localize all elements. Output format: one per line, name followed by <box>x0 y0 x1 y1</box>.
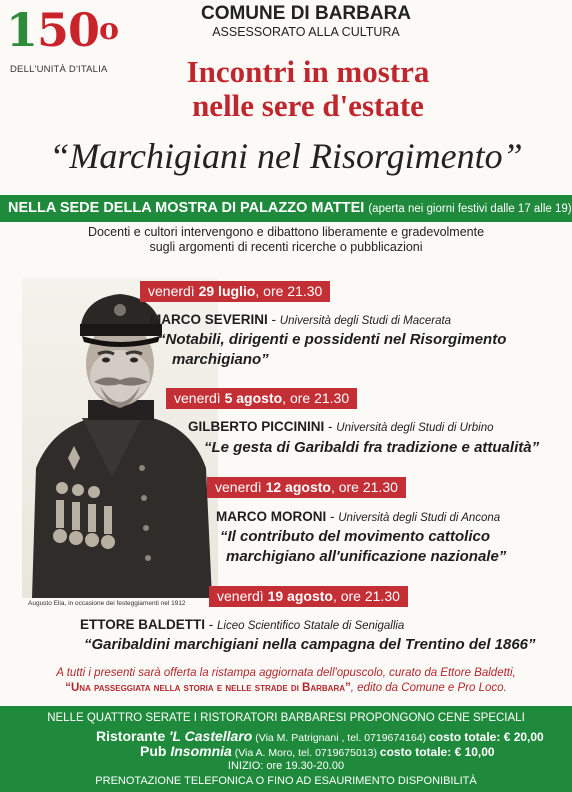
booklet-title: “Una passeggiata nella storia e nelle strade di Barbara” <box>65 682 351 694</box>
event-3-talk: “Il contributo del movimento cattolico marchigiano all'unificazione nazionale” <box>220 528 507 565</box>
booklet-note <box>0 666 572 696</box>
event-4-speaker: ETTORE BALDETTI - Liceo Scientifico Statale di Senigallia <box>80 617 405 632</box>
footer-dinners: NELLE QUATTRO SERATE I RISTORATORI BARBARESI PROPONGONO CENE SPECIALI <box>47 712 525 724</box>
logo-caption: DELL'UNITÀ D'ITALIA <box>10 64 108 75</box>
footer-restaurant-1: Ristorante 'L Castellaro (Via M. Patrignani , tel. 0719674164) costo totale: € 20,00 <box>96 728 544 744</box>
title-line-1: Incontri in mostra <box>186 54 430 89</box>
note-line-2: “Una passeggiata nella storia e nelle strade di Barbara”, edito da Comune e Pro Loco. <box>65 682 507 694</box>
comune-heading: COMUNE DI BARBARA <box>200 3 412 24</box>
event-4-talk: “Garibaldini marchigiani nella campagna del Trentino del 1866” <box>84 636 536 653</box>
venue-bar <box>0 195 572 222</box>
footer-bar <box>0 706 572 792</box>
logo-150: 150$^o$ <box>6 3 119 57</box>
event-1-speaker: MARCO SEVERINI - Università degli Studi di Macerata <box>150 312 452 327</box>
event-2-speaker: GILBERTO PICCININI - Università degli Studi di Urbino <box>188 419 494 434</box>
portrait-caption: Augusto Elia, in occasione dei festeggiamenti nel 1912 <box>28 600 186 607</box>
note-line-1: A tutti i presenti sarà offerta la ristampa aggiornata dell'opuscolo, curato da Ettore Baldetti, <box>56 667 516 679</box>
event-3-date: venerdì 12 agosto, ore 21.30 <box>207 477 406 498</box>
event-4-date: venerdì 19 agosto, ore 21.30 <box>209 586 408 607</box>
event-1-date: venerdì 29 luglio, ore 21.30 <box>140 281 330 302</box>
intro-line-1: Docenti e cultori intervengono e dibattono liberamente e gradevolmente <box>87 225 485 239</box>
venue-main: NELLA SEDE DELLA MOSTRA DI PALAZZO MATTEI <box>8 200 365 216</box>
event-3-speaker: MARCO MORONI - Università degli Studi di Ancona <box>216 509 501 524</box>
event-2-talk: “Le gesta di Garibaldi fra tradizione e attualità” <box>204 439 540 456</box>
venue-hours: (aperta nei giorni festivi dalle 17 alle 19) <box>368 203 572 215</box>
intro-text <box>0 225 572 255</box>
footer-start-time: INIZIO: ore 19.30-20.00 <box>227 760 345 772</box>
title-line-2: nelle sere d'estate <box>192 88 424 123</box>
event-2-date: venerdì 5 agosto, ore 21.30 <box>166 388 357 409</box>
subtitle: “Marchigiani nel Risorgimento” <box>49 136 523 176</box>
footer-restaurant-2: Pub Insomnia (Via A. Moro, tel. 0719675013) costo totale: € 10,00 <box>140 743 495 759</box>
event-1-talk: “Notabili, dirigenti e possidenti nel Risorgimento marchigiano” <box>158 331 507 368</box>
assessorato-heading: ASSESSORATO ALLA CULTURA <box>212 25 400 39</box>
footer-booking: PRENOTAZIONE TELEFONICA O FINO AD ESAURIMENTO DISPONIBILITÀ <box>95 775 477 787</box>
intro-line-2: sugli argomenti di recenti ricerche o pubblicazioni <box>149 240 423 254</box>
